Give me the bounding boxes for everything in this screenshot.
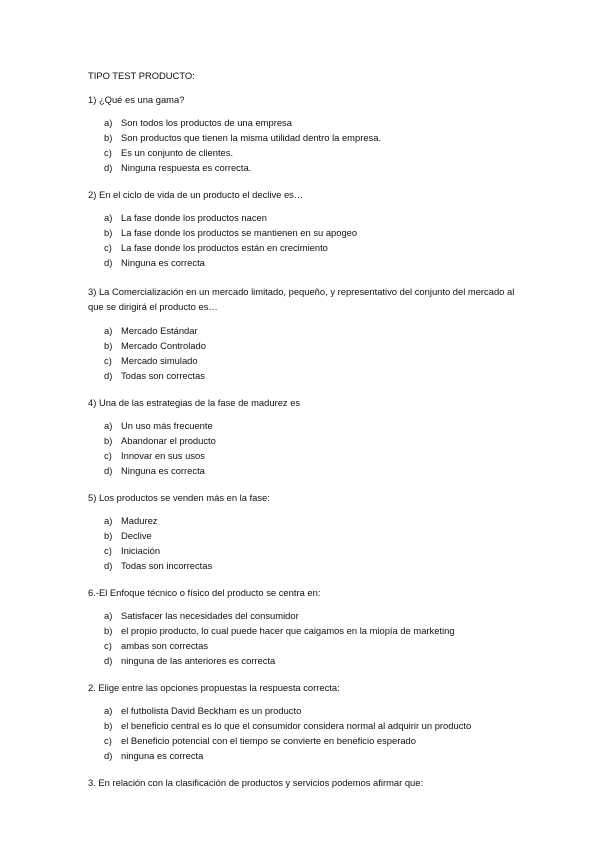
option-item bbox=[88, 513, 528, 528]
option-text: La fase donde los productos nacen bbox=[121, 211, 267, 223]
option-text: Mercado Estándar bbox=[121, 324, 198, 336]
option-label: b) bbox=[104, 719, 113, 731]
option-text: Mercado simulado bbox=[121, 354, 198, 366]
question-block bbox=[88, 682, 528, 763]
option-text: Satisfacer las necesidades del consumidor bbox=[121, 609, 299, 621]
option-item bbox=[88, 558, 528, 573]
option-label: d) bbox=[104, 464, 113, 476]
option-label: d) bbox=[104, 654, 113, 666]
option-text: el Beneficio potencial con el tiempo se convierte en beneficio esperado bbox=[121, 734, 416, 746]
option-text: el propio producto, lo cual puede hacer que caigamos en la miopía de marketing bbox=[121, 624, 455, 636]
option-label: a) bbox=[104, 704, 113, 716]
option-label: b) bbox=[104, 131, 113, 143]
option-label: a) bbox=[104, 419, 113, 431]
option-text: el beneficio central es lo que el consumidor considera normal al adquirir un producto bbox=[121, 719, 472, 731]
option-label: c) bbox=[104, 544, 112, 556]
option-item bbox=[88, 338, 528, 353]
option-item bbox=[88, 543, 528, 558]
question-block bbox=[88, 587, 528, 668]
option-label: d) bbox=[104, 559, 113, 571]
option-item bbox=[88, 463, 528, 478]
option-text: ambas son correctas bbox=[121, 639, 209, 651]
option-text: Declive bbox=[121, 529, 152, 541]
option-text: Iniciación bbox=[121, 544, 161, 556]
option-label: b) bbox=[104, 434, 113, 446]
option-text: La fase donde los productos se mantienen en su apogeo bbox=[121, 226, 358, 238]
option-text: Un uso más frecuente bbox=[121, 419, 213, 431]
options-list bbox=[88, 210, 528, 270]
options-list bbox=[88, 115, 528, 175]
option-text: el futbolista David Beckham es un producto bbox=[121, 704, 302, 716]
option-item bbox=[88, 653, 528, 668]
question-7: 2. Elige entre las opciones propuestas la respuesta correcta: bbox=[88, 682, 340, 693]
options-list bbox=[88, 608, 528, 668]
document-body bbox=[88, 70, 528, 798]
question-block bbox=[88, 94, 528, 175]
option-text: Son productos que tienen la misma utilidad dentro la empresa. bbox=[121, 131, 382, 143]
option-item bbox=[88, 718, 528, 733]
option-label: c) bbox=[104, 449, 112, 461]
option-label: a) bbox=[104, 324, 113, 336]
option-label: d) bbox=[104, 369, 113, 381]
option-text: Ninguna es correcta bbox=[121, 464, 205, 476]
option-item bbox=[88, 225, 528, 240]
option-text: Mercado Controlado bbox=[121, 339, 206, 351]
question-1: 1) ¿Qué es una gama? bbox=[88, 94, 185, 105]
question-8: 3. En relación con la clasificación de productos y servicios podemos afirmar que: bbox=[88, 777, 424, 788]
option-label: d) bbox=[104, 256, 113, 268]
option-label: b) bbox=[104, 226, 113, 238]
option-text: Innovar en sus usos bbox=[121, 449, 205, 461]
option-text: ninguna es correcta bbox=[121, 749, 204, 761]
option-text: Todas son incorrectas bbox=[121, 559, 213, 571]
option-text: La fase donde los productos están en crecimiento bbox=[121, 241, 328, 253]
options-list bbox=[88, 513, 528, 573]
question-block bbox=[88, 189, 528, 270]
question-block bbox=[88, 492, 528, 573]
option-item bbox=[88, 433, 528, 448]
option-item bbox=[88, 353, 528, 368]
question-5: 5) Los productos se venden más en la fase: bbox=[88, 492, 270, 503]
question-block bbox=[88, 284, 528, 383]
option-label: d) bbox=[104, 161, 113, 173]
option-item bbox=[88, 748, 528, 763]
option-label: c) bbox=[104, 146, 112, 158]
option-text: ninguna de las anteriores es correcta bbox=[121, 654, 276, 666]
option-label: c) bbox=[104, 734, 112, 746]
option-item bbox=[88, 368, 528, 383]
options-list bbox=[88, 323, 528, 383]
option-label: c) bbox=[104, 241, 112, 253]
option-item bbox=[88, 528, 528, 543]
option-label: d) bbox=[104, 749, 113, 761]
options-list bbox=[88, 418, 528, 478]
option-item bbox=[88, 115, 528, 130]
option-item bbox=[88, 130, 528, 145]
question-block bbox=[88, 777, 528, 789]
option-item bbox=[88, 240, 528, 255]
option-text: Es un conjunto de clientes. bbox=[121, 146, 234, 158]
page-title: TIPO TEST PRODUCTO: bbox=[88, 70, 195, 81]
option-text: Abandonar el producto bbox=[121, 434, 216, 446]
option-item bbox=[88, 418, 528, 433]
option-label: a) bbox=[104, 514, 113, 526]
option-text: Madurez bbox=[121, 514, 158, 526]
option-text: Son todos los productos de una empresa bbox=[121, 116, 292, 128]
option-label: a) bbox=[104, 116, 113, 128]
option-text: Ninguna es correcta bbox=[121, 256, 205, 268]
question-block bbox=[88, 397, 528, 478]
option-label: b) bbox=[104, 339, 113, 351]
options-list bbox=[88, 703, 528, 763]
question-4: 4) Una de las estrategias de la fase de madurez es bbox=[88, 397, 301, 408]
option-label: c) bbox=[104, 639, 112, 651]
option-text: Ninguna respuesta es correcta. bbox=[121, 161, 252, 173]
option-item bbox=[88, 703, 528, 718]
question-6: 6.-El Enfoque técnico o físico del producto se centra en: bbox=[88, 587, 321, 598]
option-label: c) bbox=[104, 354, 112, 366]
option-item bbox=[88, 255, 528, 270]
question-3: 3) La Comercialización en un mercado limitado, pequeño, y representativo del conjunto del mercado al que se dirigirá el producto es… bbox=[88, 286, 515, 312]
option-text: Todas son correctas bbox=[121, 369, 205, 381]
option-item bbox=[88, 623, 528, 638]
option-item bbox=[88, 145, 528, 160]
option-label: b) bbox=[104, 624, 113, 636]
option-label: b) bbox=[104, 529, 113, 541]
option-item bbox=[88, 638, 528, 653]
option-label: a) bbox=[104, 609, 113, 621]
option-item bbox=[88, 210, 528, 225]
option-item bbox=[88, 323, 528, 338]
option-item bbox=[88, 448, 528, 463]
option-label: a) bbox=[104, 211, 113, 223]
option-item bbox=[88, 608, 528, 623]
option-item bbox=[88, 733, 528, 748]
question-2: 2) En el ciclo de vida de un producto el declive es… bbox=[88, 189, 304, 200]
option-item bbox=[88, 160, 528, 175]
